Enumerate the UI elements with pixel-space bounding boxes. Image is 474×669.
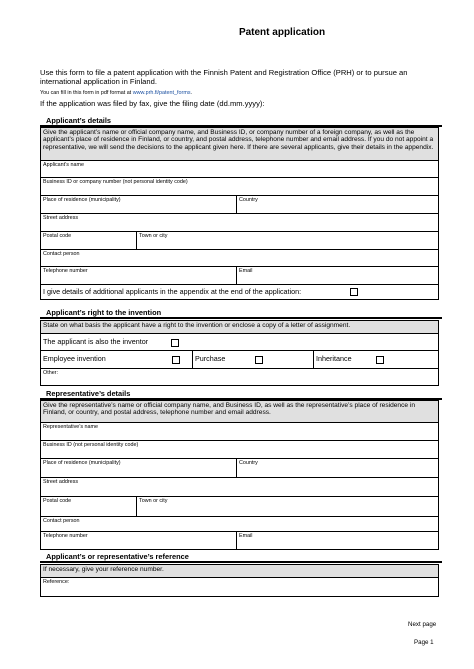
page-number: Page 1 xyxy=(414,639,434,646)
town-label: Town or city xyxy=(139,233,168,239)
applicant-heading-text: Applicant’s details xyxy=(46,116,112,125)
business-id-label: Business ID or company number (not personal identity code) xyxy=(43,179,188,185)
representative-contact-field[interactable] xyxy=(41,517,438,532)
appendix-row xyxy=(41,285,438,299)
applicant-heading xyxy=(46,116,111,125)
contact-label: Contact person xyxy=(43,518,80,524)
representative-name-label: Representative’s name xyxy=(43,424,99,430)
intro-text: Use this form to file a patent application with the Finnish Patent and Registration Office (PRH) or to pursue an international application in Finland. xyxy=(40,68,408,86)
representative-postal-row xyxy=(41,497,438,517)
applicant-instruction: Give the applicant’s name or official company name, and Business ID, or company number of a foreign company, as well as the applicant’s place of residence in Finland, or country, and postal address, telephone number and email address. If you do not appoint a representative, we will send the decisions to the applicant given here. If there are several applicants, give their details in the appendix. xyxy=(41,128,438,161)
representative-business-id-field[interactable] xyxy=(41,441,438,459)
business-id-label: Business ID (not personal identity code) xyxy=(43,442,139,448)
applicant-street-field[interactable] xyxy=(41,214,438,232)
employee-label: Employee invention xyxy=(43,354,106,363)
reference-label: Reference: xyxy=(43,579,70,585)
town-field[interactable] xyxy=(136,232,438,249)
representative-residence-row xyxy=(41,459,438,478)
representative-phone-row xyxy=(41,532,438,549)
inventor-row xyxy=(41,334,438,351)
phone-label[interactable]: Telephone number xyxy=(43,533,88,539)
country-field[interactable] xyxy=(236,196,438,213)
country-field[interactable] xyxy=(236,459,438,477)
patent-forms-link[interactable]: www.prh.fi/patent_forms xyxy=(132,90,191,96)
street-label: Street address xyxy=(43,215,79,221)
reference-instruction: If necessary, give your reference number. xyxy=(41,565,438,578)
purchase-label: Purchase xyxy=(195,354,226,363)
street-label: Street address xyxy=(43,479,79,485)
residence-label[interactable]: Place of residence (municipality) xyxy=(43,197,121,203)
inheritance-checbox[interactable] xyxy=(376,356,384,364)
reference-section xyxy=(40,564,439,597)
next-page-label: Next page xyxy=(408,621,437,628)
applicant-postal-row xyxy=(41,232,438,250)
pdf-note-prefix: You can fill in this form in pdf format at xyxy=(40,90,133,96)
country-label: Country xyxy=(239,460,258,466)
representative-heading-text: Representative’s details xyxy=(46,389,131,398)
purchase-cell xyxy=(192,351,313,368)
representative-street-field[interactable] xyxy=(41,478,438,497)
representative-instruction: Give the representative’s name or official company name, and Business ID, as well as the representative’s place of residence in Finland, or country, and postal address, telephone number and email address. xyxy=(41,401,438,423)
town-field[interactable] xyxy=(136,497,438,516)
page-title: Patent application xyxy=(238,27,326,38)
heading-rule xyxy=(40,317,442,319)
inventor-checkbox[interactable] xyxy=(171,339,179,347)
email-field[interactable] xyxy=(236,532,438,549)
fax-date-label: If the application was filed by fax, give the filing date (dd.mm.yyyy): xyxy=(40,99,265,108)
contact-label: Contact person xyxy=(43,251,80,257)
right-heading-text: Applicant’s right to the invention xyxy=(46,308,162,317)
right-section xyxy=(40,320,439,386)
invention-type-row xyxy=(41,351,438,369)
representative-name-field[interactable] xyxy=(41,423,438,441)
right-heading xyxy=(46,308,161,317)
email-label: Email xyxy=(239,533,253,539)
residence-label[interactable]: Place of residence (municipality) xyxy=(43,460,121,466)
appendix-label: I give details of additional applicants in the appendix at the end of the application: xyxy=(43,287,302,296)
phone-label[interactable]: Telephone number xyxy=(43,268,88,274)
pdf-note-suffix: . xyxy=(190,90,193,96)
other-label: Other: xyxy=(43,370,58,376)
right-instruction: State on what basis the applicant have a right to the invention or enclose a copy of a letter of assignment. xyxy=(41,321,438,334)
appendix-checkbox[interactable] xyxy=(350,288,358,296)
postal-label[interactable]: Postal code xyxy=(43,233,72,239)
inventor-label: The applicant is also the inventor xyxy=(43,337,149,346)
reference-heading-text: Applicant’s or representative’s reference xyxy=(46,552,189,561)
applicant-contact-field[interactable] xyxy=(41,250,438,267)
pdf-note xyxy=(40,89,442,98)
applicant-business-id-field[interactable] xyxy=(41,178,438,196)
representative-section xyxy=(40,400,439,550)
applicant-name-field[interactable] xyxy=(41,161,438,178)
country-label: Country xyxy=(239,197,258,203)
applicant-phone-row xyxy=(41,267,438,285)
applicant-section xyxy=(40,127,439,300)
representative-heading xyxy=(46,389,130,398)
inheritance-label: Inheritance xyxy=(316,354,352,363)
applicant-name-label: Applicant’s name xyxy=(43,162,84,168)
other-field[interactable] xyxy=(41,369,438,385)
email-label: Email xyxy=(239,268,253,274)
reference-field[interactable] xyxy=(41,578,438,596)
applicant-residence-row xyxy=(41,196,438,214)
email-field[interactable] xyxy=(236,267,438,284)
purchase-checkbox[interactable] xyxy=(255,356,263,364)
town-label: Town or city xyxy=(139,498,168,504)
reference-heading xyxy=(46,552,189,561)
heading-rule xyxy=(40,561,442,563)
postal-label[interactable]: Postal code xyxy=(43,498,72,504)
employee-checkbox[interactable] xyxy=(172,356,180,364)
